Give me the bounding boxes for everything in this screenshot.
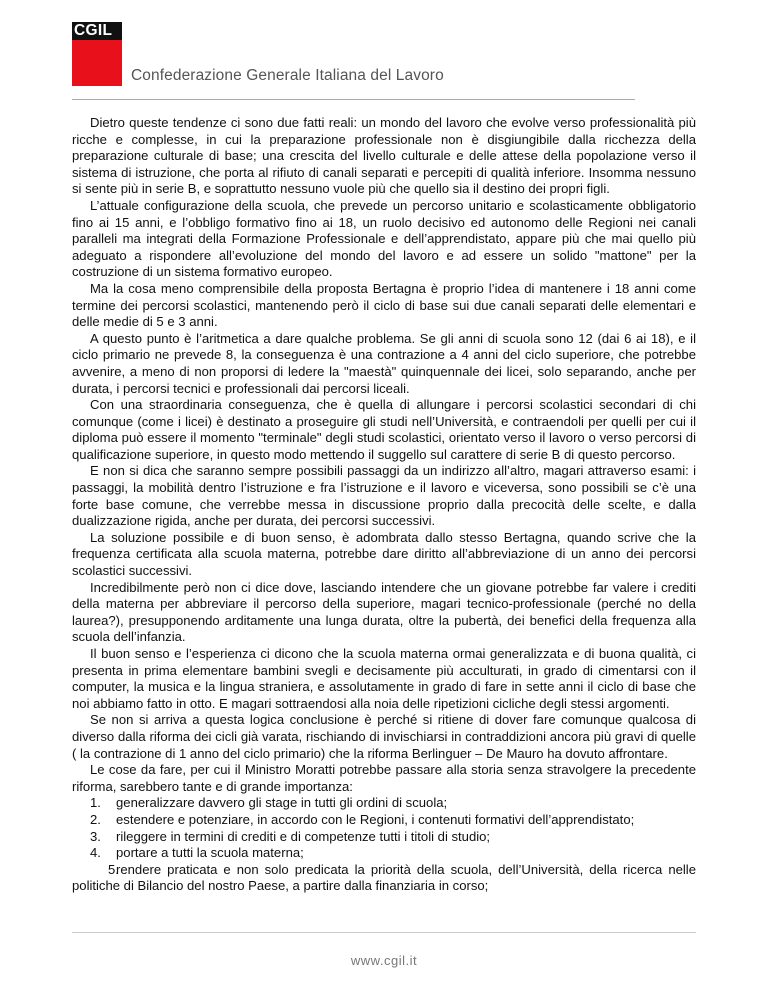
paragraph: Dietro queste tendenze ci sono due fatti reali: un mondo del lavoro che evolve verso professionalità più ricche e complesse, in cui la preparazione professionale non è disgiungibile dalla ricchezza della preparazione culturale di base; una crescita del livello culturale e delle attese della popolazione verso il sistema di istruzione, che porta al rifiuto di canali separati e percepiti di qualità inferiore. Insomma nessuno si sente più in serie B, e soprattutto nessuno vuole più che quello sia il destino dei propri figli. [72, 115, 696, 197]
list-text: rileggere in termini di crediti e di competenze tutti i titoli di studio; [116, 828, 491, 844]
list-item [72, 812, 696, 829]
paragraph: Incredibilmente però non ci dice dove, lasciando intendere che un giovane potrebbe far valere i crediti della materna per abbreviare il percorso della superiore, magari tecnico-professionale (perché no della laurea?), presupponendo arditamente una lunga durata, oltre la pubertà, dei benefici della frequenza alla scuola dell’infanzia. [72, 579, 696, 645]
list-number: 3. [90, 828, 101, 844]
list-item [72, 862, 696, 895]
list-text: portare a tutti la scuola materna; [116, 845, 304, 861]
paragraph: L’attuale configurazione della scuola, che prevede un percorso unitario e scolasticamente obbligatorio fino ai 15 anni, e l’obbligo formativo fino ai 18, un ruolo decisivo ed autonomo delle Regioni nei canali paralleli ma integrati della Formazione Professionale e dell’apprendistato, appare più che mai quello più adeguato a rispondere all’evoluzione del mondo del lavoro e ad essere un solido "mattone" per la costruzione di un sistema formativo europeo. [72, 197, 696, 280]
paragraph: La soluzione possibile e di buon senso, è adombrata dallo stesso Bertagna, quando scrive che la frequenza certificata alla scuola materna, potrebbe dare diritto all’abbreviazione di un anno dei percorsi scolastici successivi. [72, 529, 696, 579]
list-number: 4. [90, 845, 101, 861]
list-text: rendere praticata e non solo predicata la priorità della scuola, dell’Università, della ricerca nelle politiche di Bilancio del nostro Paese, a partire dalla finanziaria in corso; [72, 861, 696, 894]
list-item [72, 829, 696, 846]
list-item [72, 795, 696, 812]
paragraph: A questo punto è l’aritmetica a dare qualche problema. Se gli anni di scuola sono 12 (dai 6 ai 18), e il ciclo primario ne prevede 8, la conseguenza è una contrazione a 4 anni del ciclo superiore, che potrebbe avvenire, a meno di non proporsi di ledere la "maestà" quinquennale dei licei, solo separando, anche per durata, i percorsi tecnici e professionali dai percorsi liceali. [72, 330, 696, 396]
list-number: 1. [90, 795, 101, 811]
paragraph: Ma la cosa meno comprensibile della proposta Bertagna è proprio l’idea di mantenere i 18 anni come termine dei percorsi scolastici, mantenendo però il ciclo di base sui due canali separati delle elementari e delle medie di 5 e 3 anni. [72, 280, 696, 330]
org-name: Confederazione Generale Italiana del Lavoro [131, 67, 444, 84]
list-number: 2. [90, 811, 101, 827]
paragraph: Il buon senso e l’esperienza ci dicono che la scuola materna ormai generalizzata e di buona qualità, ci presenta in prima elementare bambini svegli e decisamente più acculturati, in grado di cimentarsi con il computer, la musica e la lingua straniera, e assolutamente in grado di fare in sette anni il ciclo di base che noi abbiamo fatto in otto. E magari sottraendosi alla noia delle ripetizioni cicliche degli stessi argomenti. [72, 646, 696, 711]
header-divider [72, 99, 635, 100]
list-number: 5. [108, 861, 119, 877]
list-text: generalizzare davvero gli stage in tutti gli ordini di scuola; [116, 795, 448, 811]
paragraph: E non si dica che saranno sempre possibili passaggi da un indirizzo all’altro, magari attraverso esami: i passaggi, la mobilità dentro l’istruzione e fra l’istruzione e il lavoro e viceversa, sono possibili se c’è una forte base comune, che verrebbe messa in discussione proprio dalla precocità delle scelte, e dalla dualizzazione rigida, anche per durata, dei percorsi successivi. [72, 463, 696, 529]
cgil-logo-text: CGIL [72, 22, 122, 40]
numbered-list [72, 795, 696, 895]
document-body [72, 115, 696, 895]
paragraph: Se non si arriva a questa logica conclusione è perché si ritiene di dover fare comunque qualcosa di diverso dalla riforma dei cicli già varata, rischiando di invischiarsi in contraddizioni ancora più gravi di quelle ( la contrazione di 1 anno del ciclo primario) che la riforma Berlinguer – De Mauro ha dovuto affrontare. [72, 712, 696, 761]
footer-url[interactable]: www.cgil.it [350, 953, 418, 968]
paragraph: Le cose da fare, per cui il Ministro Moratti potrebbe passare alla storia senza stravolgere la precedente riforma, sarebbero tante e di grande importanza: [72, 762, 696, 794]
list-text: estendere e potenziare, in accordo con le Regioni, i contenuti formativi dell’apprendistato; [116, 811, 635, 827]
list-item [72, 845, 696, 862]
footer-divider [72, 932, 696, 933]
paragraph: Con una straordinaria conseguenza, che è quella di allungare i percorsi scolastici secondari di chi comunque (come i licei) è destinato a proseguire gli studi nell’Università, e contraendoli per quelli per cui il diploma può essere il momento "terminale" degli studi scolastici, orientato verso il lavoro o verso percorsi di qualificazione superiore, in questo modo mettendo il suggello sul carattere di serie B di questo percorso. [72, 397, 696, 462]
